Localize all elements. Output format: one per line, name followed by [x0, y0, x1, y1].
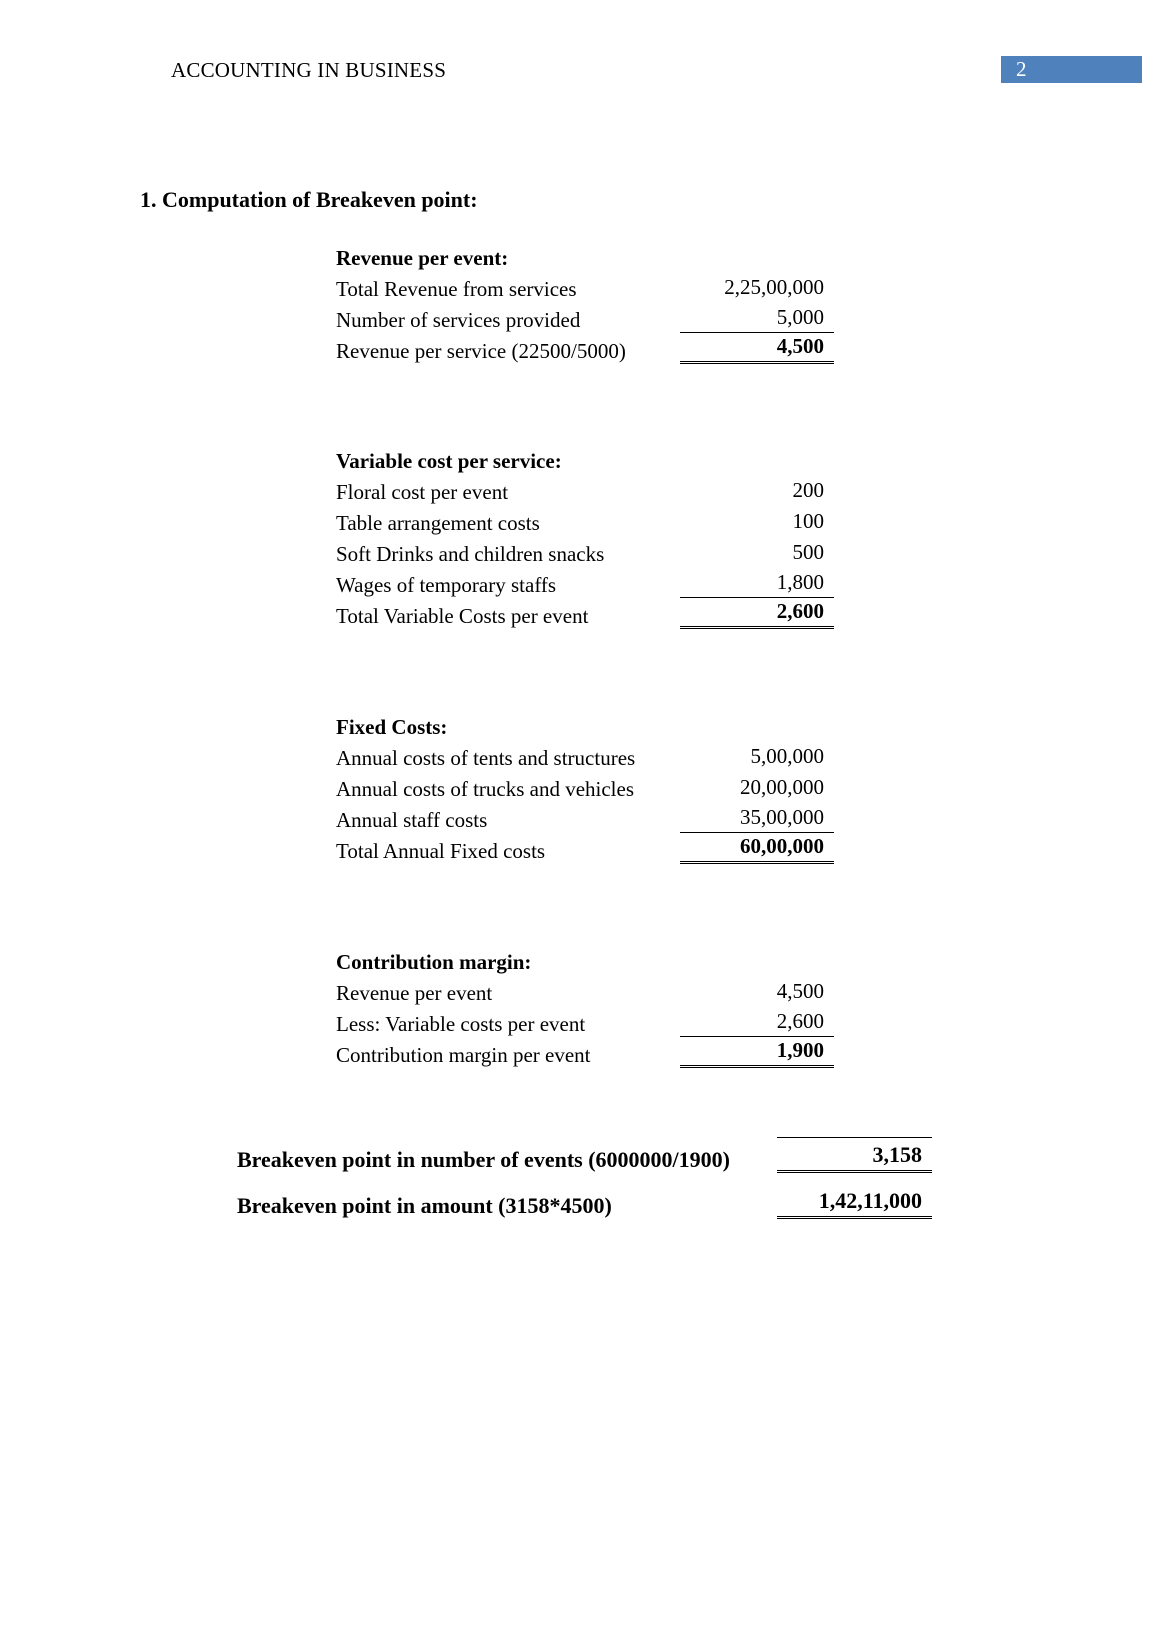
variable-row — [336, 536, 836, 567]
contribution-total-row — [336, 1037, 836, 1068]
breakeven-amount-value: 1,42,11,000 — [777, 1188, 932, 1219]
section-heading: 1. Computation of Breakeven point: — [140, 187, 478, 212]
row-label: Revenue per event — [336, 981, 493, 1005]
variable-total-row — [336, 598, 836, 629]
total-label: Total Annual Fixed costs — [336, 839, 546, 863]
fixed-row — [336, 740, 836, 771]
row-value: 5,000 — [680, 305, 834, 333]
contribution-section — [336, 945, 836, 1068]
row-label: Annual staff costs — [336, 808, 488, 832]
revenue-title: Revenue per event: — [336, 246, 509, 270]
total-value: 60,00,000 — [680, 834, 834, 864]
row-label: Number of services provided — [336, 308, 581, 332]
revenue-row — [336, 302, 836, 333]
row-label: Table arrangement costs — [336, 511, 540, 535]
row-value: 35,00,000 — [680, 805, 834, 833]
total-value: 1,900 — [680, 1038, 834, 1068]
revenue-row — [336, 271, 836, 302]
total-label: Revenue per service (22500/5000) — [336, 339, 626, 363]
breakeven-events-label: Breakeven point in number of events (6000000/1900) — [237, 1147, 730, 1172]
fixed-cost-section — [336, 710, 836, 864]
row-label: Total Revenue from services — [336, 277, 577, 301]
breakeven-events-row — [237, 1127, 937, 1173]
row-value: 500 — [792, 540, 824, 564]
row-value: 4,500 — [776, 979, 824, 1003]
row-label: Annual costs of trucks and vehicles — [336, 777, 635, 801]
row-value: 200 — [792, 478, 824, 502]
revenue-section — [336, 241, 836, 364]
row-value: 5,00,000 — [750, 744, 824, 768]
breakeven-amount-row — [237, 1173, 937, 1219]
row-label: Less: Variable costs per event — [336, 1012, 586, 1036]
breakeven-events-value: 3,158 — [777, 1142, 932, 1173]
row-label: Floral cost per event — [336, 480, 509, 504]
fixed-row — [336, 771, 836, 802]
row-label: Wages of temporary staffs — [336, 573, 557, 597]
fixed-row — [336, 802, 836, 833]
row-value: 2,600 — [680, 1009, 834, 1037]
variable-row — [336, 567, 836, 598]
row-label: Soft Drinks and children snacks — [336, 542, 605, 566]
breakeven-amount-label: Breakeven point in amount (3158*4500) — [237, 1193, 612, 1218]
row-value: 2,25,00,000 — [724, 275, 824, 299]
variable-title: Variable cost per service: — [336, 449, 562, 473]
revenue-total-row — [336, 333, 836, 364]
row-value: 1,800 — [680, 570, 834, 598]
contribution-title: Contribution margin: — [336, 950, 532, 974]
fixed-title: Fixed Costs: — [336, 715, 448, 739]
total-label: Contribution margin per event — [336, 1043, 591, 1067]
total-label: Total Variable Costs per event — [336, 604, 589, 628]
contribution-row — [336, 1006, 836, 1037]
fixed-total-row — [336, 833, 836, 864]
total-value: 2,600 — [680, 599, 834, 629]
running-header: ACCOUNTING IN BUSINESS — [171, 58, 447, 82]
row-value: 100 — [792, 509, 824, 533]
variable-cost-section — [336, 444, 836, 629]
breakeven-section — [237, 1127, 937, 1219]
contribution-row — [336, 975, 836, 1006]
variable-row — [336, 474, 836, 505]
row-value: 20,00,000 — [740, 775, 824, 799]
row-label: Annual costs of tents and structures — [336, 746, 636, 770]
page-number: 2 — [1001, 56, 1142, 83]
variable-row — [336, 505, 836, 536]
total-value: 4,500 — [680, 334, 834, 364]
